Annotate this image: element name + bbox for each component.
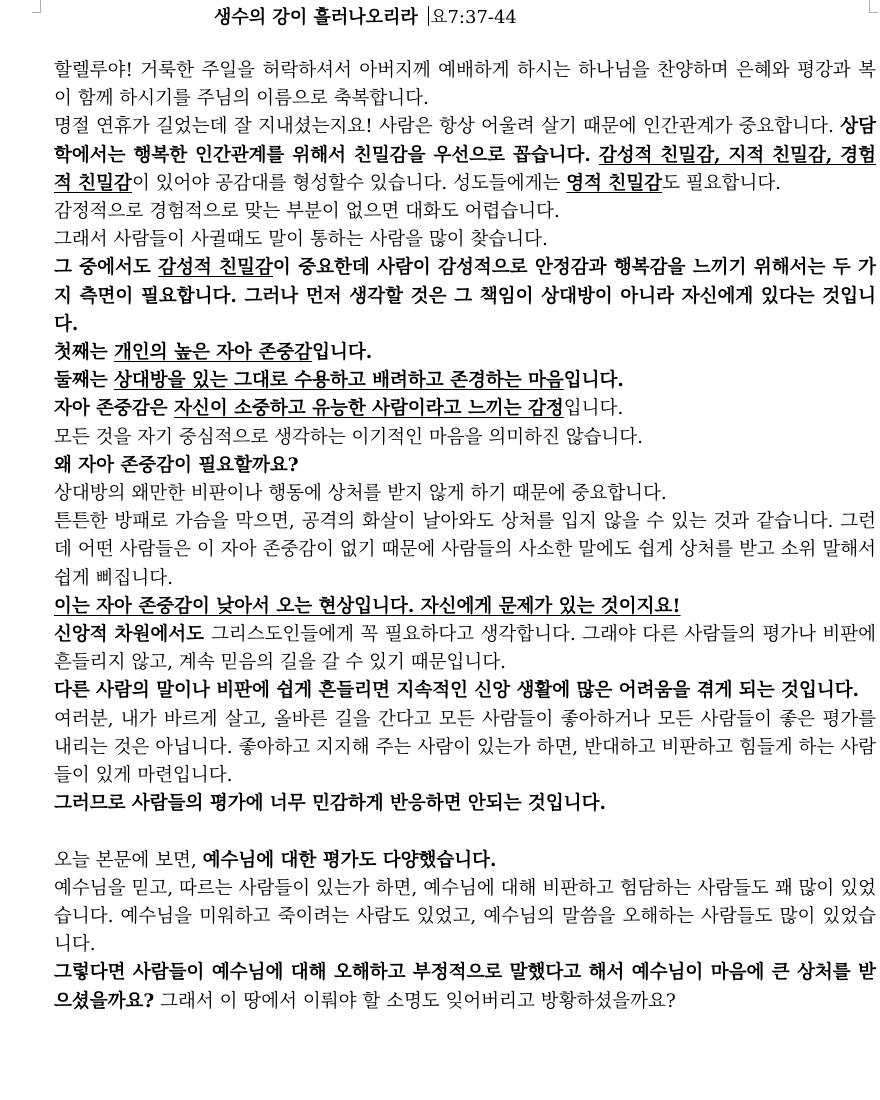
page-corner-mark-left (32, 0, 41, 13)
text-run: 예수님을 믿고, 따르는 사람들이 있는가 하면, 예수님에 대해 비판하고 험담하는 사람들도 꽤 많이 있었습니다. 예수님을 미워하고 죽이려는 사람도 있었고, 예수님의 말씀을 오해하는 사람들도 많이 있었습니다. (54, 877, 876, 956)
paragraph (54, 339, 876, 367)
text-run: 둘째는 (54, 370, 115, 392)
text-run: 오늘 본문에 보면, (54, 849, 203, 871)
text-run: 신앙적 차원에서도 (54, 624, 211, 646)
text-run: 상대방을 있는 그대로 수용하고 배려하고 존경하는 마음 (114, 370, 564, 392)
text-run: 그래서 사람들이 사귈때도 말이 통하는 사람을 많이 찾습니다. (54, 229, 548, 251)
paragraph (54, 57, 876, 113)
text-run: 왜 자아 존중감이 필요할까요? (54, 454, 299, 476)
blank-line (54, 818, 876, 846)
text-run: 감성적 친밀감, 지적 친밀감, 경험적 친밀감 (54, 144, 877, 194)
text-run: 그러므로 사람들의 평가에 너무 민감하게 반응하면 안되는 것입니다. (54, 793, 606, 815)
text-run: 예수님에 대한 평가도 다양했습니다. (202, 849, 497, 871)
text-run: 감정적으로 경험적으로 맞는 부분이 없으면 대화도 어렵습니다. (54, 201, 560, 223)
text-run: 첫째는 (54, 342, 115, 364)
text-run: 자아 존중감은 (54, 398, 175, 420)
document-body[interactable] (54, 57, 876, 1016)
paragraph (54, 113, 876, 198)
text-run: 튼튼한 방패로 가슴을 막으면, 공격의 화살이 날아와도 상처를 입지 않을 수 있는 것과 같습니다. 그런데 어떤 사람들은 이 자아 존중감이 없기 때문에 사람들의 사소한 말에도 쉽게 상처를 받고 소위 말해서 쉽게 삐집니다. (54, 511, 876, 589)
text-run: 입니다. (563, 398, 624, 420)
paragraph (54, 677, 876, 705)
paragraph (54, 790, 876, 818)
text-cursor (428, 6, 429, 26)
text-run: 이 중요한데 사람이 감성적으로 안정감과 행복감을 느끼기 위해서는 두 가지 측면이 필요합니다. 그러나 먼저 생각할 것은 그 책임이 상대방이 아니라 자신에게 있다는 것입니다. (54, 257, 876, 335)
document-title[interactable] (214, 4, 517, 32)
paragraph (54, 367, 876, 395)
sermon-title: 생수의 강이 흘러나오리라 (214, 7, 418, 28)
paragraph (54, 621, 876, 677)
text-run: 상대방의 왜만한 비판이나 행동에 상처를 받지 않게 하기 때문에 중요합니다. (54, 483, 667, 505)
text-run: 할렐루야! 거룩한 주일을 허락하셔서 아버지께 예배하게 하시는 하나님을 찬양하며 은혜와 평강과 복이 함께 하시기를 주님의 이름으로 축복합니다. (54, 60, 876, 110)
text-run: 이 있어야 공감대를 형성할수 있습니다. 성도들에게는 (131, 172, 567, 194)
text-run: 다른 사람의 말이나 비판에 쉽게 흔들리면 지속적인 신앙 생활에 많은 어려움을 겪게 되는 것입니다. (54, 680, 860, 702)
paragraph (54, 395, 876, 423)
paragraph (54, 959, 876, 1015)
text-run: 상담학에서는 행복한 인간관계를 위해서 친밀감을 우선으로 꼽습니다. (54, 116, 876, 166)
text-run: 그리스도인들에게 꼭 필요하다고 생각합니다. 그래야 다른 사람들의 평가나 비판에 흔들리지 않고, 계속 믿음의 길을 갈 수 있기 때문입니다. (54, 624, 877, 674)
page-corner-mark-right (869, 0, 878, 13)
text-run: 영적 친밀감 (566, 172, 663, 194)
paragraph (54, 875, 876, 960)
paragraph (54, 508, 876, 593)
text-run: 입니다. (563, 370, 624, 392)
paragraph (54, 254, 876, 339)
paragraph (54, 706, 876, 791)
text-run: 그 중에서도 (54, 257, 159, 279)
text-run: 자신이 소중하고 유능한 사람이라고 느끼는 감정 (174, 398, 564, 420)
text-run: 개인의 높은 자아 존중감 (114, 342, 313, 364)
text-run: 여러분, 내가 바르게 살고, 올바른 길을 간다고 모든 사람들이 좋아하거나 모든 사람들이 좋은 평가를 내리는 것은 아닙니다. 좋아하고 지지해 주는 사람이 있는가 하면, 반대하고 비판하고 힘들게 하는 사람들이 있게 마련입니다. (54, 708, 876, 787)
text-run: 도 필요합니다. (662, 172, 782, 194)
text-run: 명절 연휴가 길었는데 잘 지내셨는지요! 사람은 항상 어울려 살기 때문에 인간관계가 중요합니다. (54, 116, 841, 138)
paragraph (54, 226, 876, 254)
text-run: 모든 것을 자기 중심적으로 생각하는 이기적인 마음을 의미하진 않습니다. (54, 426, 644, 448)
paragraph (54, 452, 876, 480)
paragraph (54, 847, 876, 875)
paragraph (54, 593, 876, 621)
text-run: 이는 자아 존중감이 낮아서 오는 현상입니다. 자신에게 문제가 있는 것이지요! (54, 595, 681, 617)
paragraph (54, 424, 876, 452)
text-run: 그렇다면 사람들이 예수님에 대해 오해하고 부정적으로 말했다고 해서 예수님이 마음에 큰 상처를 받으셨을까요? (54, 962, 876, 1012)
scripture-reference: 요7:37-44 (430, 7, 517, 28)
paragraph (54, 480, 876, 508)
paragraph (54, 198, 876, 226)
text-run: 그래서 이 땅에서 이뤄야 할 소명도 잊어버리고 방황하셨을까요? (154, 990, 676, 1012)
text-run: 입니다. (312, 342, 373, 364)
text-run: 감성적 친밀감 (158, 257, 273, 279)
